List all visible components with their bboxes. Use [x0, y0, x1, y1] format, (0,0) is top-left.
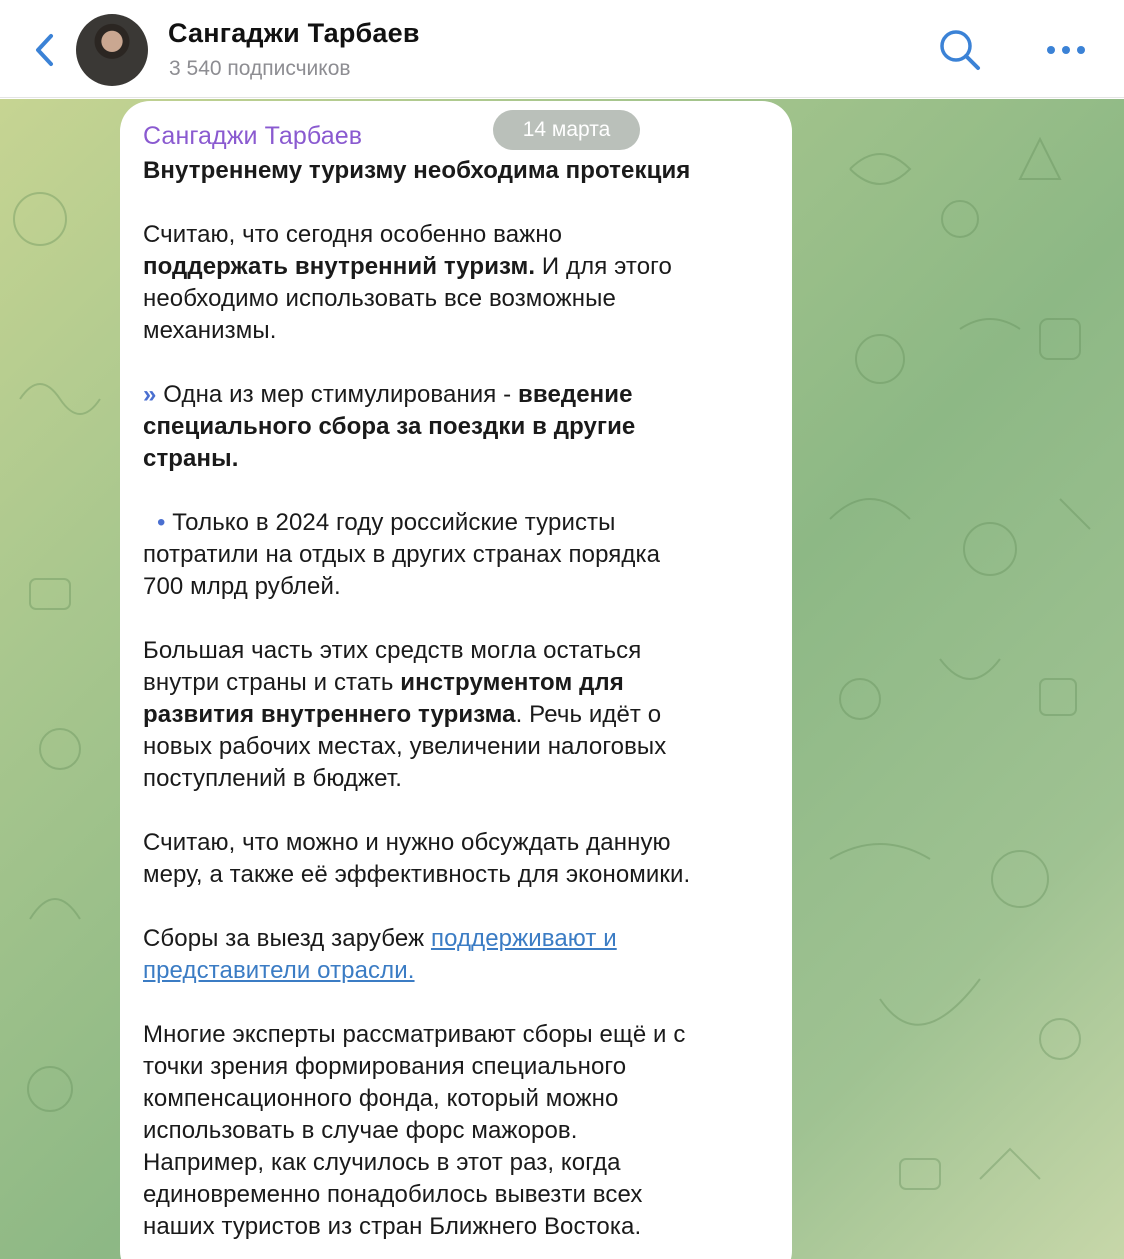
text-line [143, 251, 783, 283]
message-paragraph-1 [143, 219, 783, 347]
text-line: наших туристов из стран Ближнего Востока. [143, 1213, 642, 1240]
text-line: Многие эксперты рассматривают сборы ещё и с [143, 1021, 686, 1048]
text-span: Сборы за выезд зарубеж [143, 925, 431, 952]
double-arrow-icon: » [143, 381, 157, 408]
text-line: меру, а также её эффективность для экономики. [143, 861, 691, 888]
back-button[interactable] [28, 30, 62, 70]
bold-text: введение [518, 381, 633, 408]
text-line [143, 699, 783, 731]
bullet-icon: • [157, 509, 166, 536]
article-link[interactable]: представители отрасли. [143, 957, 415, 984]
channel-title[interactable]: Сангаджи Тарбаев [168, 18, 420, 48]
text-span: И для этого [535, 253, 672, 280]
text-line: компенсационного фонда, который можно [143, 1085, 619, 1112]
text-line: Большая часть этих средств могла остаться [143, 637, 642, 664]
date-badge[interactable]: 14 марта [493, 110, 640, 150]
search-button[interactable] [934, 24, 986, 76]
text-line: 700 млрд рублей. [143, 573, 341, 600]
chat-header [0, 0, 1124, 98]
text-line: Считаю, что сегодня особенно важно [143, 221, 563, 248]
message-paragraph-7 [143, 1019, 783, 1243]
text-line [143, 955, 783, 987]
more-options-button[interactable] [1038, 24, 1094, 76]
more-horizontal-icon [1046, 45, 1086, 55]
bold-text: инструментом для [400, 669, 624, 696]
text-line [143, 923, 783, 955]
text-line: новых рабочих местах, увеличении налоговых [143, 733, 667, 760]
chevron-left-icon [34, 33, 56, 67]
message-headline: Внутреннему туризму необходима протекция [143, 157, 691, 184]
text-line: потратили на отдых в других странах порядка [143, 541, 661, 568]
search-icon [938, 28, 982, 72]
text-line: страны. [143, 445, 239, 472]
text-line: Например, как случилось в этот раз, когда [143, 1149, 621, 1176]
text-span: Одна из мер стимулирования - [156, 381, 519, 408]
article-link[interactable]: поддерживают и [430, 925, 617, 952]
bold-text: развития внутреннего туризма [143, 701, 516, 728]
text-span: внутри страны и стать [143, 669, 401, 696]
text-line: специального сбора за поездки в другие [143, 413, 636, 440]
text-line: поступлений в бюджет. [143, 765, 403, 792]
message-paragraph-6 [143, 923, 783, 987]
text-line: механизмы. [143, 317, 277, 344]
text-span: . Речь идёт о [515, 701, 662, 728]
text-line: Считаю, что можно и нужно обсуждать данную [143, 829, 671, 856]
text-line: точки зрения формирования специального [143, 1053, 627, 1080]
text-span: Только в 2024 году российские туристы [165, 509, 616, 536]
message-paragraph-4 [143, 635, 783, 795]
text-line: использовать в случае форс мажоров. [143, 1117, 578, 1144]
text-line [143, 379, 783, 411]
channel-avatar[interactable] [76, 14, 148, 86]
text-line: необходимо использовать все возможные [143, 285, 616, 312]
message-sender[interactable]: Сангаджи Тарбаев [143, 122, 363, 150]
text-line [143, 667, 783, 699]
subscriber-count: 3 540 подписчиков [169, 57, 351, 80]
message-paragraph-5 [143, 827, 783, 891]
text-line: единовременно понадобилось вывезти всех [143, 1181, 643, 1208]
bold-text: поддержать внутренний туризм. [143, 253, 536, 280]
text-line [143, 507, 783, 539]
message-paragraph-2 [143, 379, 783, 475]
message-paragraph-3 [143, 507, 783, 603]
